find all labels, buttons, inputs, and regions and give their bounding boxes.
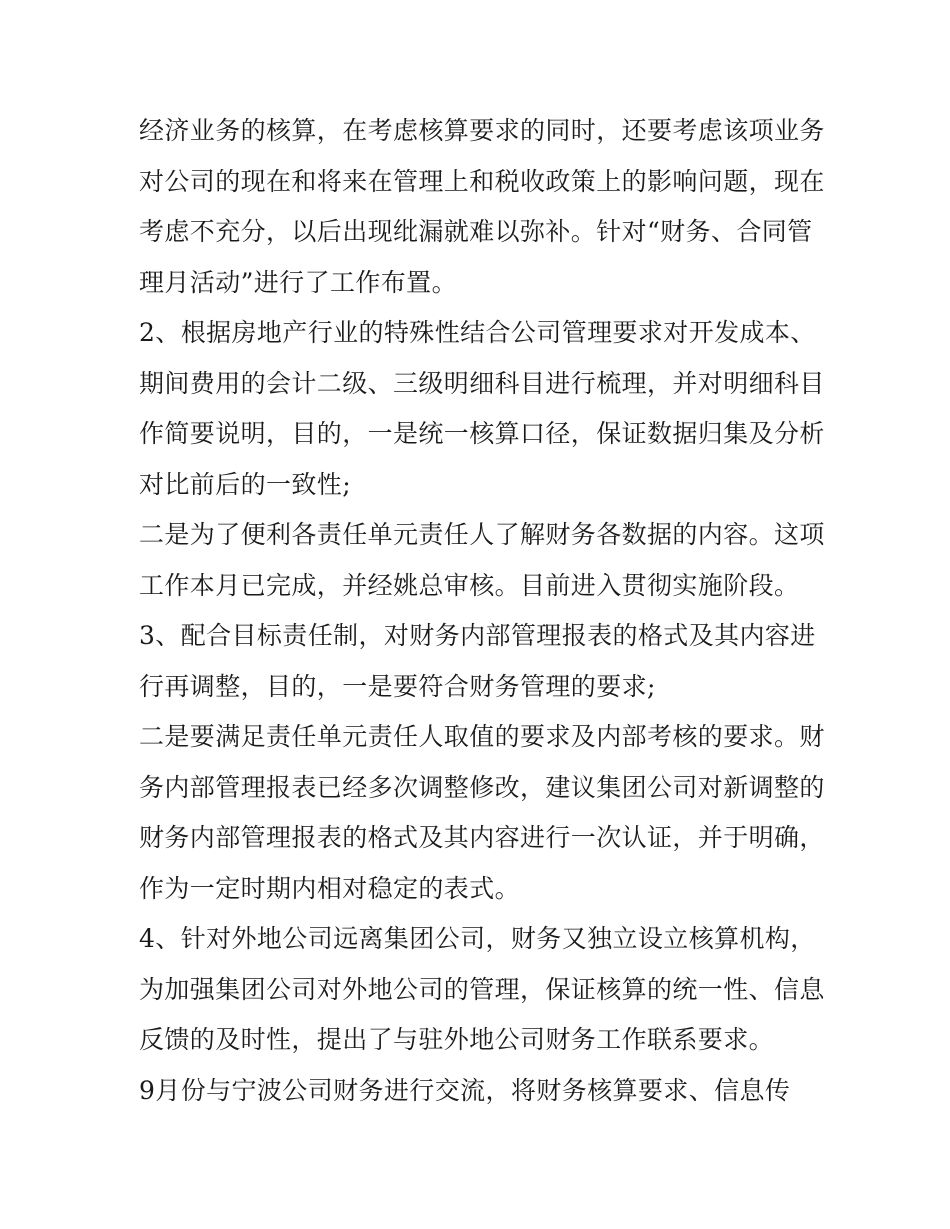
text-line: 二是为了便利各责任单元责任人了解财务各数据的内容。这项 bbox=[139, 520, 825, 549]
text-line: 期间费用的会计二级、三级明细科目进行梳理，并对明细科目 bbox=[139, 368, 825, 398]
text-line: 务内部管理报表已经多次调整修改，建议集团公司对新调整的 bbox=[139, 772, 825, 802]
text-line: 考虑不充分，以后出现纰漏就难以弥补。针对“财务、合同管 bbox=[139, 217, 813, 246]
body-text bbox=[139, 106, 829, 1116]
text-line: 财务内部管理报表的格式及其内容进行一次认证，并于明确， bbox=[139, 823, 825, 852]
text-line: 对比前后的一致性; bbox=[139, 469, 352, 499]
text-line: 作为一定时期内相对稳定的表式。 bbox=[139, 873, 521, 903]
text-line: 为加强集团公司对外地公司的管理，保证核算的统一性、信息 bbox=[139, 974, 825, 1004]
text-line: 3、配合目标责任制，对财务内部管理报表的格式及其内容进 bbox=[139, 621, 816, 650]
text-line: 行再调整，目的，一是要符合财务管理的要求; bbox=[139, 671, 656, 701]
text-line: 反馈的及时性，提出了与驻外地公司财务工作联系要求。 bbox=[139, 1025, 775, 1054]
text-line: 理月活动”进行了工作布置。 bbox=[139, 267, 457, 297]
text-line: 经济业务的核算，在考虑核算要求的同时，还要考虑该项业务 bbox=[139, 116, 825, 145]
text-line: 9月份与宁波公司财务进行交流，将财务核算要求、信息传 bbox=[139, 1075, 791, 1105]
text-line: 4、针对外地公司远离集团公司，财务又独立设立核算机构， bbox=[139, 924, 816, 953]
text-line: 作简要说明，目的，一是统一核算口径，保证数据归集及分析 bbox=[139, 419, 825, 448]
text-line: 对公司的现在和将来在管理上和税收政策上的影响问题，现在 bbox=[139, 166, 825, 196]
text-line: 2、根据房地产行业的特殊性结合公司管理要求对开发成本、 bbox=[139, 318, 816, 347]
text-line: 工作本月已完成，并经姚总审核。目前进入贯彻实施阶段。 bbox=[139, 570, 800, 600]
text-line: 二是要满足责任单元责任人取值的要求及内部考核的要求。财 bbox=[139, 722, 825, 751]
